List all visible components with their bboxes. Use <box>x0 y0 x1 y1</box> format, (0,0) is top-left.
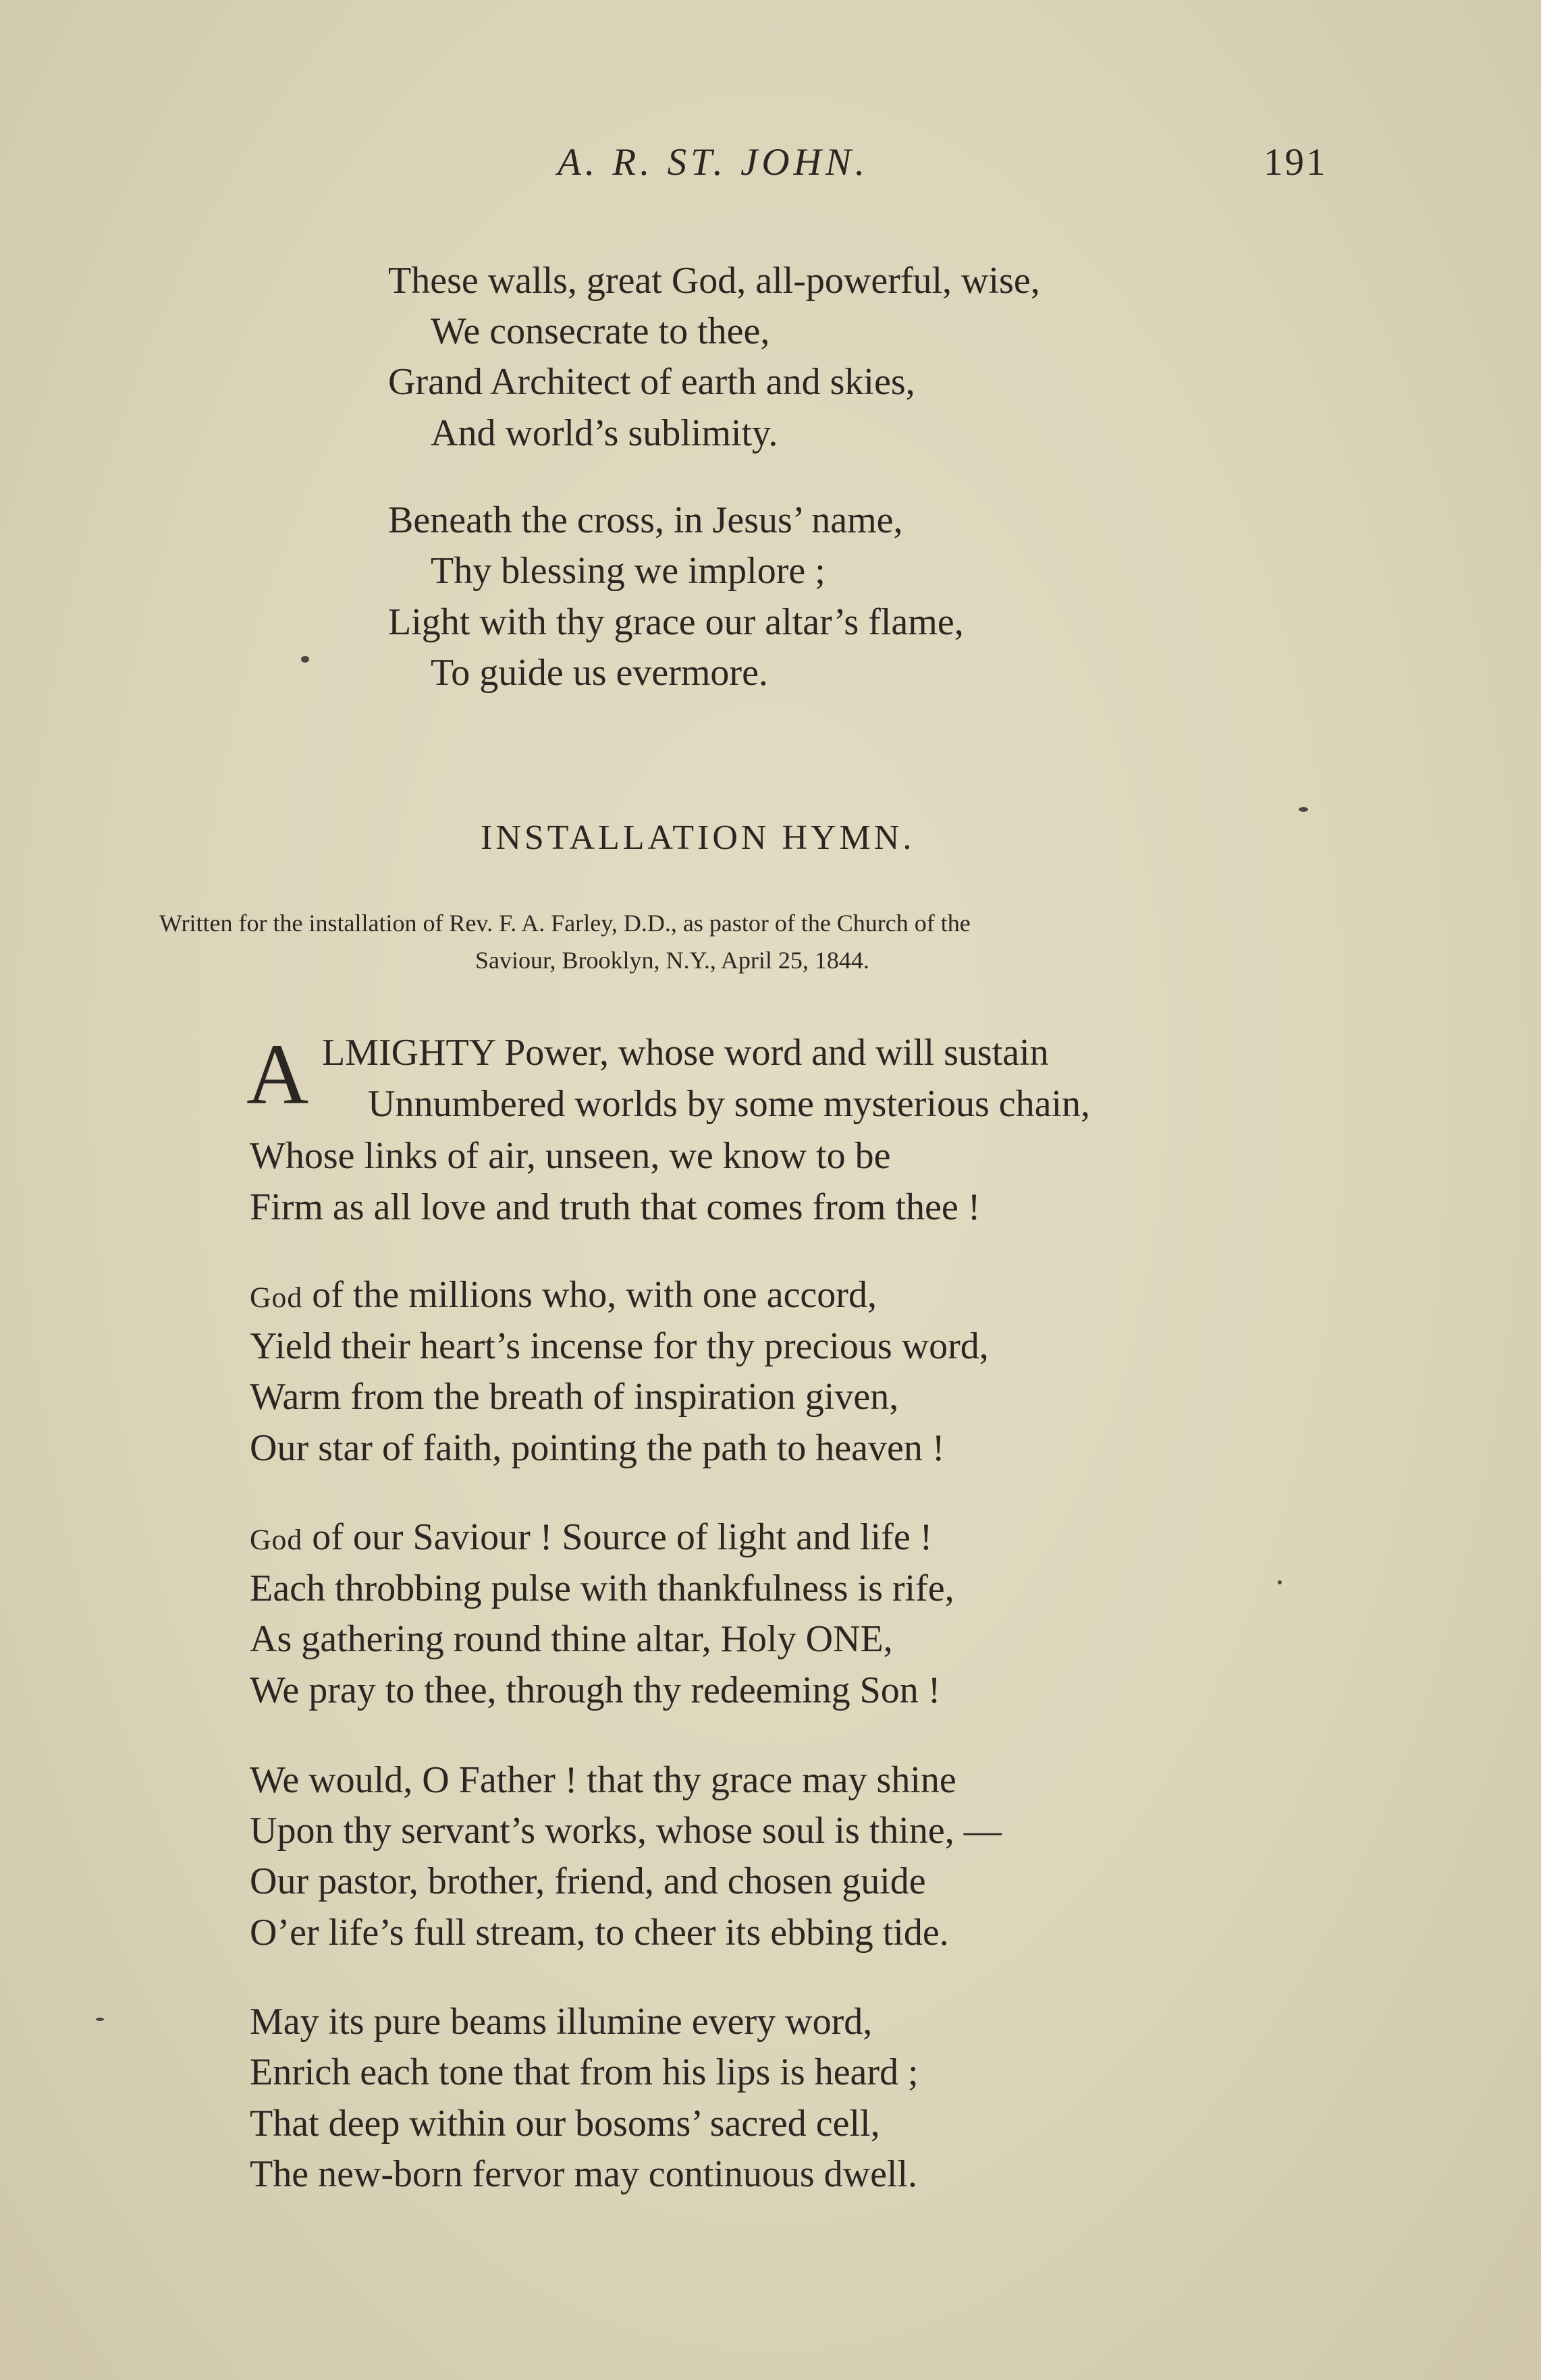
hymn-line: Firm as all love and truth that comes from thee ! <box>250 1186 981 1228</box>
hymn-line: O’er life’s full stream, to cheer its ebbing tide. <box>250 1912 949 1954</box>
small-caps-word: God <box>250 1281 303 1314</box>
hymn-line: May its pure beams illumine every word, <box>250 2001 873 2043</box>
hymn-line: Yield their heart’s incense for thy precious word, <box>250 1325 989 1367</box>
hymn-line: Upon thy servant’s works, whose soul is thine, — <box>250 1810 1002 1852</box>
poem-line: And world’s sublimity. <box>431 412 778 454</box>
hymn-line: The new-born fervor may continuous dwell. <box>250 2153 918 2195</box>
hymn-line: That deep within our bosoms’ sacred cell, <box>250 2103 880 2144</box>
drop-cap: A <box>246 1026 309 1122</box>
hymn-line: Each throbbing pulse with thankfulness is rife, <box>250 1568 954 1609</box>
line-text: of our Saviour ! Source of light and life ! <box>302 1516 933 1558</box>
hymn-line: Unnumbered worlds by some mysterious chain, <box>368 1083 1091 1125</box>
hymn-line: As gathering round thine altar, Holy ONE, <box>250 1618 893 1660</box>
small-caps-word: God <box>250 1524 303 1556</box>
hymn-line: Enrich each tone that from his lips is heard ; <box>250 2051 919 2093</box>
ink-speck <box>96 2018 104 2021</box>
poem-line: Thy blessing we implore ; <box>431 550 826 592</box>
hymn-line <box>250 1276 877 1314</box>
ink-speck <box>1299 807 1308 812</box>
hymn-subtitle: Saviour, Brooklyn, N.Y., April 25, 1844. <box>475 947 869 974</box>
page-number: 191 <box>1264 141 1328 184</box>
running-head: A. R. ST. JOHN. <box>558 141 869 184</box>
hymn-line: We would, O Father ! that thy grace may shine <box>250 1759 956 1801</box>
hymn-line: Our star of faith, pointing the path to heaven ! <box>250 1427 945 1469</box>
poem-line: Beneath the cross, in Jesus’ name, <box>388 499 903 541</box>
hymn-line: We pray to thee, through thy redeeming Son ! <box>250 1669 941 1711</box>
hymn-subtitle: Written for the installation of Rev. F. A. Farley, D.D., as pastor of the Church of the <box>159 910 971 937</box>
hymn-line: Whose links of air, unseen, we know to be <box>250 1135 891 1177</box>
poem-line: These walls, great God, all-powerful, wise, <box>388 260 1040 302</box>
ink-speck <box>301 656 309 663</box>
hymn-line: Warm from the breath of inspiration given, <box>250 1376 899 1418</box>
poem-line: Grand Architect of earth and skies, <box>388 361 915 403</box>
ink-speck <box>1278 1580 1282 1584</box>
poem-line: Light with thy grace our altar’s flame, <box>388 601 964 643</box>
poem-line: We consecrate to thee, <box>431 310 770 352</box>
poem-line: To guide us evermore. <box>431 652 768 694</box>
hymn-line: LMIGHTY Power, whose word and will sustain <box>322 1032 1049 1074</box>
hymn-title: INSTALLATION HYMN. <box>481 819 915 857</box>
hymn-line: Our pastor, brother, friend, and chosen guide <box>250 1860 926 1902</box>
hymn-line <box>250 1518 932 1556</box>
line-text: of the millions who, with one accord, <box>302 1274 877 1316</box>
